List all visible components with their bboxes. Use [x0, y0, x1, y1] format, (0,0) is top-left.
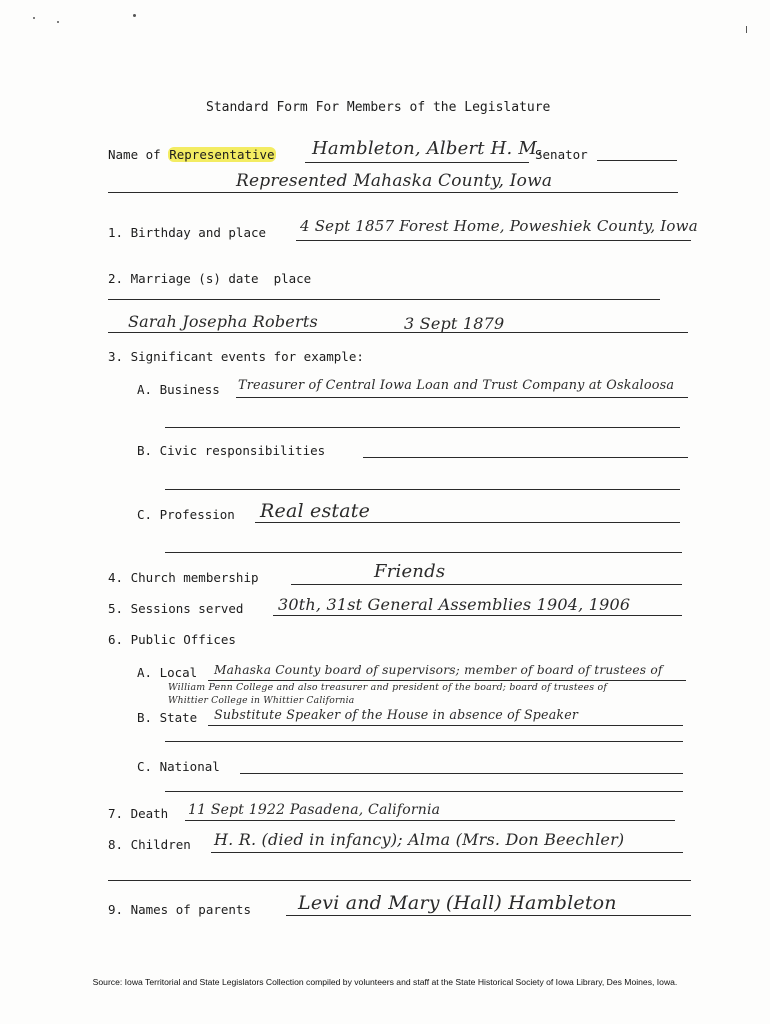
represented-value: Represented Mahaska County, Iowa [236, 171, 553, 191]
state-value: Substitute Speaker of the House in absence of Speaker [214, 707, 579, 722]
death-line [185, 820, 675, 821]
marriage-label: 2. Marriage (s) date place [108, 271, 312, 286]
scan-speck [57, 21, 59, 23]
local-value-2: William Penn College and also treasurer and president of the board; board of trustees of [168, 682, 607, 693]
represented-line [108, 192, 678, 193]
name-label [108, 149, 276, 162]
profession-label: C. Profession [137, 507, 235, 522]
form-title: Standard Form For Members of the Legislature [206, 100, 551, 115]
national-label: C. National [137, 759, 220, 774]
profession-value: Real estate [260, 500, 371, 522]
business-line [236, 397, 688, 398]
children-line-2 [108, 880, 691, 881]
events-label: 3. Significant events for example: [108, 349, 364, 364]
name-line [305, 162, 529, 163]
sessions-value: 30th, 31st General Assemblies 1904, 1906 [278, 595, 631, 614]
name-value: Hambleton, Albert H. M. [312, 138, 543, 159]
local-value-3: Whittier College in Whittier California [168, 695, 355, 706]
local-label: A. Local [137, 665, 198, 680]
sessions-label: 5. Sessions served [108, 601, 244, 616]
marriage-date: 3 Sept 1879 [404, 314, 505, 333]
death-label: 7. Death [108, 806, 169, 821]
marriage-spouse: Sarah Josepha Roberts [128, 312, 318, 331]
source-note: Source: Iowa Territorial and State Legislators Collection compiled by volunteers and staff at the State Historical Society of Iowa Library, Des Moines, Iowa. [92, 977, 678, 987]
children-value: H. R. (died in infancy); Alma (Mrs. Don Beechler) [214, 830, 625, 849]
civic-line [363, 457, 688, 458]
parents-value: Levi and Mary (Hall) Hambleton [298, 892, 617, 914]
local-line [208, 680, 686, 681]
death-value: 11 Sept 1922 Pasadena, California [188, 802, 441, 818]
senator-label: Senator [535, 147, 588, 162]
parents-label: 9. Names of parents [108, 902, 251, 917]
state-line [208, 725, 683, 726]
children-line [211, 852, 683, 853]
business-label: A. Business [137, 382, 220, 397]
business-line-2 [165, 427, 680, 428]
marriage-line-1 [108, 299, 660, 300]
civic-line-2 [165, 489, 680, 490]
state-label: B. State [137, 710, 198, 725]
national-line-2 [165, 791, 683, 792]
business-value: Treasurer of Central Iowa Loan and Trust Company at Oskaloosa [238, 378, 675, 393]
birthday-line [296, 240, 691, 241]
church-value: Friends [374, 561, 446, 582]
children-label: 8. Children [108, 837, 191, 852]
church-line [291, 584, 682, 585]
name-of-label: Name of [108, 147, 161, 162]
state-line-2 [165, 741, 683, 742]
church-label: 4. Church membership [108, 570, 259, 585]
local-value-1: Mahaska County board of supervisors; member of board of trustees of [214, 663, 663, 677]
birthday-label: 1. Birthday and place [108, 225, 267, 240]
representative-label: Representative [169, 147, 275, 162]
birthday-value: 4 Sept 1857 Forest Home, Poweshiek County, Iowa [300, 217, 698, 235]
civic-label: B. Civic responsibilities [137, 443, 326, 458]
parents-line [286, 915, 691, 916]
profession-line-2 [165, 552, 682, 553]
scan-speck [133, 14, 136, 17]
marriage-line-2 [108, 332, 688, 333]
senator-line [597, 160, 677, 161]
offices-label: 6. Public Offices [108, 632, 236, 647]
profession-line [255, 522, 680, 523]
sessions-line [273, 615, 682, 616]
national-line [240, 773, 683, 774]
scan-speck [746, 26, 747, 33]
scan-speck [33, 17, 35, 19]
